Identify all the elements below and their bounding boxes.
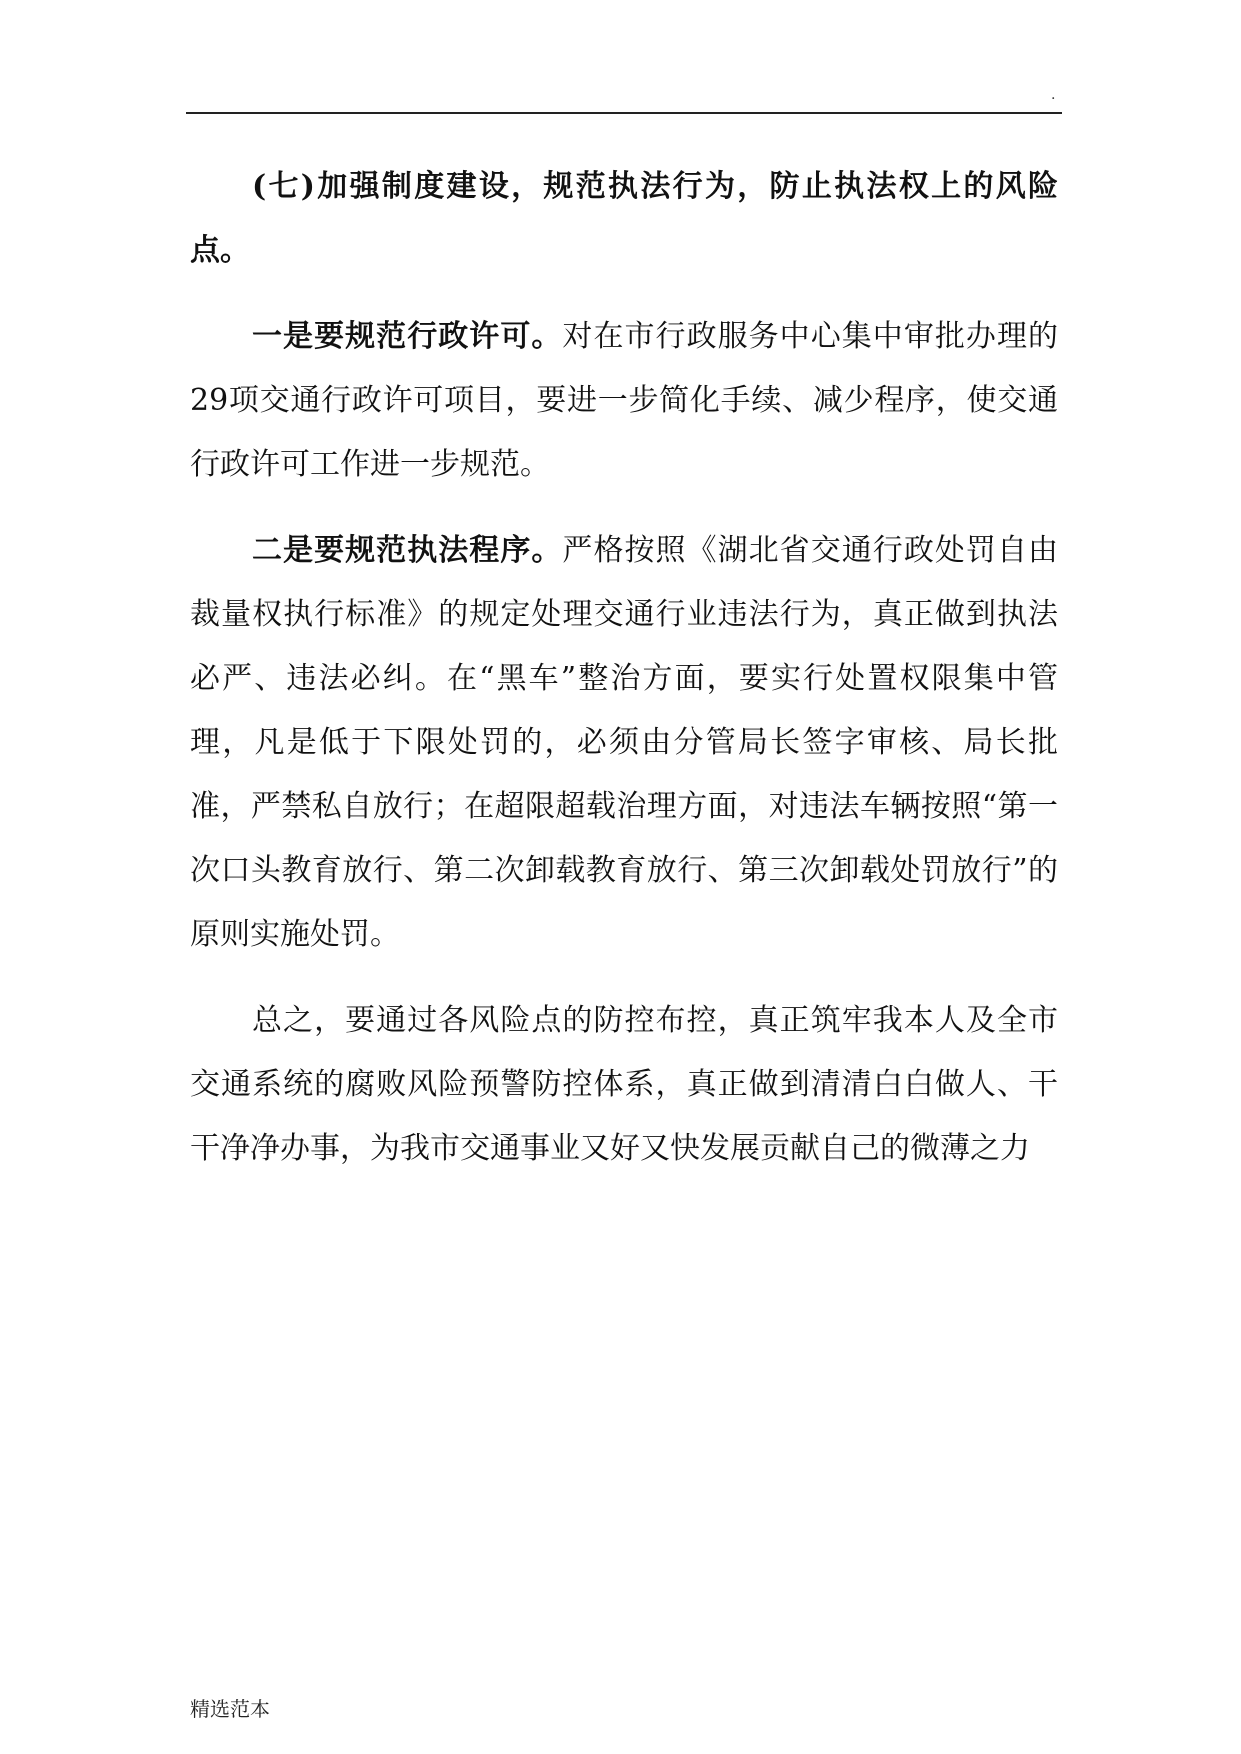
document-body	[190, 155, 1058, 1181]
paragraph-administrative-permit	[190, 305, 1058, 497]
conclusion-paragraph: 总之，要通过各风险点的防控布控，真正筑牢我本人及全市交通系统的腐败风险预警防控体系，真正做到清清白白做人、干干净净办事，为我市交通事业又好又快发展贡献自己的微薄之力	[190, 1003, 1058, 1166]
paragraph-lead: 一是要规范行政许可。	[252, 319, 563, 354]
header-mark: .	[1051, 87, 1056, 103]
section-heading: (七)加强制度建设，规范执法行为，防止执法权上的风险点。	[190, 169, 1058, 268]
paragraph-body: 严格按照《湖北省交通行政处罚自由裁量权执行标准》的规定处理交通行业违法行为，真正做到执法必严、违法必纠。在“黑车”整治方面，要实行处置权限集中管理，凡是低于下限处罚的，必须由分管局长签字审核、局长批准，严禁私自放行；在超限超载治理方面，对违法车辆按照“第一次口头教育放行、第二次卸载教育放行、第三次卸载处罚放行”的原则实施处罚。	[190, 533, 1059, 952]
paragraph-body: 对在市行政服务中心集中审批办理的29项交通行政许可项目，要进一步简化手续、减少程序，使交通行政许可工作进一步规范。	[190, 319, 1059, 482]
footer-label: 精选范本	[190, 1697, 270, 1721]
paragraph-lead: 二是要规范执法程序。	[252, 533, 563, 568]
paragraph-enforcement-procedure	[190, 519, 1058, 967]
header-divider	[186, 112, 1062, 114]
